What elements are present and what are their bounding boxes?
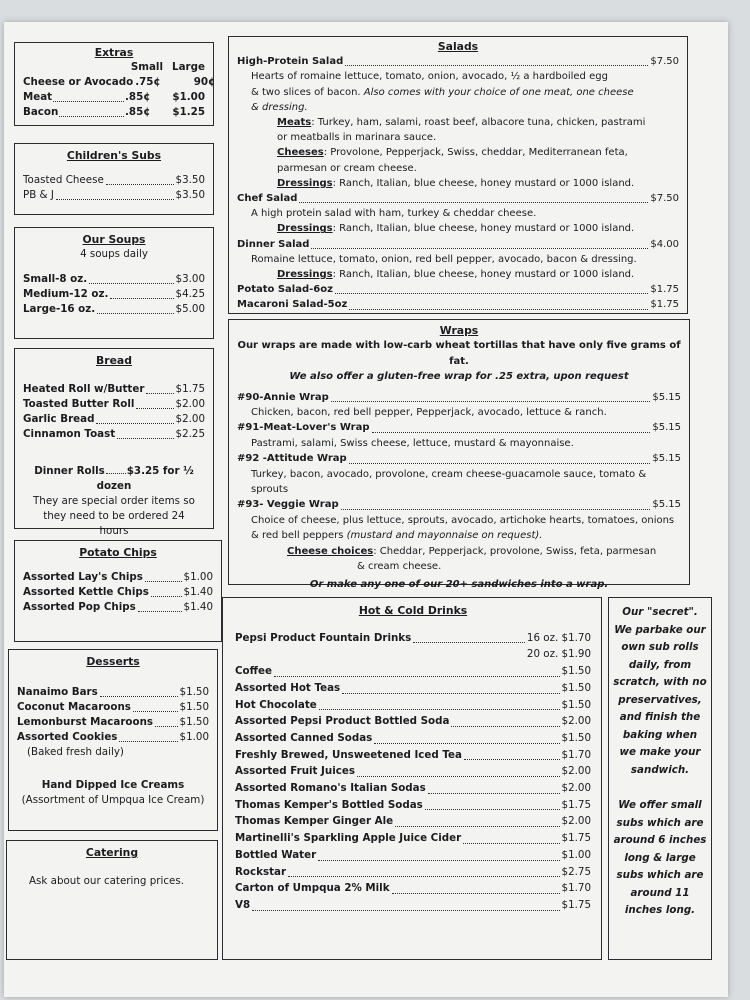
item-price: $2.00 xyxy=(561,782,591,795)
leader-dots xyxy=(96,423,173,424)
leader-dots xyxy=(155,726,177,727)
item-price: $3.50 xyxy=(175,174,205,186)
menu-sheet xyxy=(4,22,728,997)
salad-hp-desc-3: & dressing. xyxy=(251,101,308,113)
leader-dots xyxy=(463,843,559,844)
salad-macaroni xyxy=(237,297,679,312)
item-price: $1.40 xyxy=(183,586,213,598)
dinner-rolls-note: They are special order items so they need to be ordered 24 hours xyxy=(33,495,195,537)
extras-item xyxy=(23,90,205,105)
item-name: Garlic Bread xyxy=(23,413,95,425)
leader-dots xyxy=(146,393,173,394)
item-price: $1.00 xyxy=(561,848,591,861)
item-price: $5.15 xyxy=(652,391,681,403)
salads-section xyxy=(228,36,688,314)
leader-dots xyxy=(374,743,559,744)
drink-item xyxy=(235,880,591,897)
leader-dots xyxy=(318,860,559,861)
leader-dots xyxy=(138,611,182,612)
drink-fountain-20: 20 oz. $1.90 xyxy=(526,648,591,661)
wraps-list xyxy=(237,390,681,544)
item-name: PB & J xyxy=(23,189,54,201)
wrap-desc-text: Pastrami, salami, Swiss cheese, lettuce, mustard & mayonnaise. xyxy=(251,437,574,449)
salad-chef-name: Chef Salad xyxy=(237,193,298,205)
extras-section xyxy=(14,42,214,126)
item-price: $1.50 xyxy=(561,681,591,694)
wrap-item xyxy=(237,497,681,512)
salad-potato-name: Potato Salad-6oz xyxy=(237,284,333,296)
item-name: Coffee xyxy=(235,665,272,678)
drink-item xyxy=(235,780,591,797)
leader-dots xyxy=(464,759,560,760)
item-name: Thomas Kemper Ginger Ale xyxy=(235,815,394,828)
item-price: $2.00 xyxy=(175,413,205,425)
dinner-rolls-line xyxy=(23,464,205,494)
desserts-section xyxy=(8,649,218,831)
item-price: $1.75 xyxy=(561,832,591,845)
baked-fresh-note: (Baked fresh daily) xyxy=(27,746,124,758)
item-name: Assorted Pepsi Product Bottled Soda xyxy=(235,715,450,728)
childrens-list xyxy=(23,173,205,203)
item-name: Assorted Fruit Juices xyxy=(235,765,355,778)
extras-item-label xyxy=(23,90,125,105)
item-name: Bacon xyxy=(23,106,59,118)
leader-dots xyxy=(451,726,559,727)
leader-dots xyxy=(151,596,182,597)
meats-text: : Turkey, ham, salami, roast beef, albacore tuna, chicken, pastrami xyxy=(311,117,646,129)
leader-dots xyxy=(341,509,651,510)
leader-dots xyxy=(136,408,173,409)
item-name: Assorted Pop Chips xyxy=(23,601,136,613)
drink-item xyxy=(235,730,591,747)
item-name: Toasted Cheese xyxy=(23,174,104,186)
salad-chef-price: $7.50 xyxy=(650,193,679,205)
desserts-list xyxy=(17,685,209,745)
drink-fountain-name: Pepsi Product Fountain Drinks xyxy=(235,631,412,644)
item-price: $3.50 xyxy=(175,189,205,201)
item-name: Toasted Butter Roll xyxy=(23,398,135,410)
salad-hp-desc-2b: Also comes with your choice of one meat, one cheese xyxy=(363,86,634,98)
salad-cheeses-2: parmesan or cream cheese. xyxy=(277,162,417,174)
drink-fountain-16: 16 oz. $1.70 xyxy=(526,631,591,644)
item-price: $1.50 xyxy=(179,686,209,698)
potato-chips-section xyxy=(14,540,222,642)
item-price: $5.15 xyxy=(652,453,681,465)
item-name: Nanaimo Bars xyxy=(17,686,98,698)
leader-dots xyxy=(288,876,559,877)
wrap-desc-text: Turkey, bacon, avocado, provolone, cream cheese-guacamole sauce, tomato & sprouts xyxy=(251,468,647,496)
soups-title: Our Soups xyxy=(82,233,146,246)
item-name: #93- Veggie Wrap xyxy=(237,499,339,511)
wrap-desc xyxy=(237,467,681,498)
item-price: $2.00 xyxy=(561,765,591,778)
secret-text-2: We offer small subs which are around 6 inches long & large subs which are around 11 inches long. xyxy=(613,799,707,916)
item-name: Assorted Hot Teas xyxy=(235,681,341,694)
desserts-title: Desserts xyxy=(86,655,140,668)
salad-dressings-3 xyxy=(237,267,679,282)
chips-item xyxy=(23,585,213,600)
drinks-title: Hot & Cold Drinks xyxy=(358,604,468,617)
leader-dots xyxy=(349,463,651,464)
item-name: Cheese or Avocado xyxy=(23,76,134,88)
item-name: Martinelli's Sparkling Apple Juice Cider xyxy=(235,832,462,845)
leader-dots xyxy=(53,90,124,102)
item-name: Assorted Cookies xyxy=(17,731,118,743)
bread-item xyxy=(23,427,205,442)
childrens-item xyxy=(23,173,205,188)
ice-cream-note: (Assortment of Umpqua Ice Cream) xyxy=(21,794,205,806)
drink-item xyxy=(235,897,591,914)
dinner-rolls-name: Dinner Rolls xyxy=(34,465,105,477)
item-price: $1.70 xyxy=(561,882,591,895)
item-price: $2.00 xyxy=(175,398,205,410)
wraps-section xyxy=(228,319,690,590)
childrens-subs-section xyxy=(14,143,214,215)
dessert-item xyxy=(17,715,209,730)
item-name: Assorted Lay's Chips xyxy=(23,571,143,583)
leader-dots xyxy=(425,809,560,810)
leader-dots xyxy=(110,298,173,299)
dressings-text-2: : Ranch, Italian, blue cheese, honey mustard or 1000 island. xyxy=(332,223,635,235)
potato-chips-title: Potato Chips xyxy=(79,546,157,559)
price-large: 90¢ xyxy=(193,76,216,88)
wraps-cheese-choices xyxy=(237,544,681,559)
leader-dots xyxy=(97,313,173,314)
salad-macaroni-price: $1.75 xyxy=(650,299,679,311)
leader-dots xyxy=(100,696,178,697)
drink-item xyxy=(235,864,591,881)
price-small: .85¢ xyxy=(125,91,151,103)
drink-item xyxy=(235,663,591,680)
extras-item-label xyxy=(23,75,135,90)
leader-dots xyxy=(89,283,173,284)
salads-title: Salads xyxy=(437,40,479,53)
wrap-desc-text: Choice of cheese, plus lettuce, sprouts, avocado, artichoke hearts, tomatoes, onions & red bell peppers xyxy=(251,514,675,542)
wrap-desc xyxy=(237,513,681,544)
drink-item xyxy=(235,680,591,697)
item-price: $1.50 xyxy=(561,698,591,711)
item-name: Bottled Water xyxy=(235,848,317,861)
extras-title: Extras xyxy=(94,46,134,59)
salad-dinner xyxy=(237,237,679,252)
leader-dots xyxy=(428,793,560,794)
item-price: $1.75 xyxy=(175,383,205,395)
dressings-label-1: Dressings xyxy=(277,177,333,189)
soups-section xyxy=(14,227,214,339)
veggie-note: (mustard and mayonnaise on request). xyxy=(346,530,543,542)
item-name: Assorted Kettle Chips xyxy=(23,586,149,598)
wrap-desc xyxy=(237,405,681,420)
salad-macaroni-name: Macaroni Salad-5oz xyxy=(237,299,348,311)
salad-chef-desc: A high protein salad with ham, turkey & cheddar cheese. xyxy=(251,208,537,220)
soups-list xyxy=(23,272,205,317)
extras-item xyxy=(23,105,205,120)
cheeses-text: : Provolone, Pepperjack, Swiss, cheddar, Mediterranean feta, xyxy=(323,147,628,159)
item-name: Coconut Macaroons xyxy=(17,701,131,713)
item-name: #92 -Attitude Wrap xyxy=(237,453,347,465)
salad-high-protein xyxy=(237,54,679,69)
salad-meats-2: or meatballs in marinara sauce. xyxy=(277,132,437,144)
item-price: $4.25 xyxy=(175,288,205,300)
wraps-title: Wraps xyxy=(439,324,479,337)
salad-high-protein-name: High-Protein Salad xyxy=(237,56,344,68)
childrens-subs-title: Children's Subs xyxy=(66,149,162,162)
leader-dots xyxy=(342,693,559,694)
bread-item xyxy=(23,397,205,412)
bread-title: Bread xyxy=(96,354,132,367)
wraps-cheese-label: Cheese choices xyxy=(287,545,374,557)
dressings-label-2: Dressings xyxy=(277,223,333,235)
salad-dressings-2 xyxy=(237,221,679,236)
salad-dinner-price: $4.00 xyxy=(650,238,679,250)
dessert-item xyxy=(17,730,209,745)
drink-item xyxy=(235,747,591,764)
secret-text-1: Our "secret". We parbake our own sub rolls daily, from scratch, with no preservatives, and finish the baking when we make your sandwich. xyxy=(613,606,707,776)
leader-dots xyxy=(119,741,177,742)
leader-dots xyxy=(59,105,124,117)
drink-fountain xyxy=(235,630,591,647)
childrens-item xyxy=(23,188,205,203)
wraps-intro: Our wraps are made with low-carb wheat tortillas that have only five grams of fat. xyxy=(237,340,681,367)
item-price: $1.50 xyxy=(179,716,209,728)
leader-dots xyxy=(133,711,178,712)
item-price: $5.00 xyxy=(175,303,205,315)
salad-cheeses xyxy=(237,145,679,160)
item-price: $3.00 xyxy=(175,273,205,285)
item-price: $2.25 xyxy=(175,428,205,440)
soups-subtitle: 4 soups daily xyxy=(80,248,148,260)
extras-col-small: Small xyxy=(130,61,163,73)
extras-item-label xyxy=(23,105,125,120)
item-name: Cinnamon Toast xyxy=(23,428,116,440)
salad-high-protein-price: $7.50 xyxy=(650,56,679,68)
chips-item xyxy=(23,570,213,585)
price-large: $1.25 xyxy=(172,106,205,118)
drink-item xyxy=(235,847,591,864)
extras-list xyxy=(23,75,216,120)
item-name: Carton of Umpqua 2% Milk xyxy=(235,882,390,895)
item-price: $1.50 xyxy=(561,731,591,744)
item-price: $2.00 xyxy=(561,815,591,828)
item-name: V8 xyxy=(235,898,251,911)
salad-dinner-name: Dinner Salad xyxy=(237,238,310,250)
dinner-rolls-price: $3.25 for ½ dozen xyxy=(96,465,194,492)
item-name: Meat xyxy=(23,91,53,103)
extras-header xyxy=(23,60,205,75)
salad-dressings-1 xyxy=(237,176,679,191)
item-price: $1.50 xyxy=(179,701,209,713)
meats-label: Meats xyxy=(277,117,312,129)
wrap-item xyxy=(237,451,681,466)
catering-section xyxy=(6,840,218,960)
item-price: $2.75 xyxy=(561,865,591,878)
salad-hp-desc-1: Hearts of romaine lettuce, tomato, onion, avocado, ½ a hardboiled egg xyxy=(251,71,608,83)
drink-item xyxy=(235,797,591,814)
item-name: Hot Chocolate xyxy=(235,698,317,711)
dressings-label-3: Dressings xyxy=(277,269,333,281)
soup-item xyxy=(23,287,205,302)
salad-potato-price: $1.75 xyxy=(650,284,679,296)
item-name: Small-8 oz. xyxy=(23,273,88,285)
leader-dots xyxy=(395,826,559,827)
item-name: Heated Roll w/Butter xyxy=(23,383,145,395)
item-name: #91-Meat-Lover's Wrap xyxy=(237,422,370,434)
wrap-desc xyxy=(237,436,681,451)
soup-item xyxy=(23,302,205,317)
item-price: $2.00 xyxy=(561,715,591,728)
drinks-list xyxy=(235,663,591,914)
dressings-text-1: : Ranch, Italian, blue cheese, honey mustard or 1000 island. xyxy=(332,177,635,189)
wraps-cheese-text: : Cheddar, Pepperjack, provolone, Swiss, feta, parmesan xyxy=(373,545,657,557)
wraps-cheese-choices-2: & cream cheese. xyxy=(357,561,442,573)
soup-item xyxy=(23,272,205,287)
item-name: Thomas Kemper's Bottled Sodas xyxy=(235,798,423,811)
item-name: Medium-12 oz. xyxy=(23,288,109,300)
bread-item xyxy=(23,412,205,427)
extras-col-large: Large xyxy=(172,61,205,73)
item-price: $5.15 xyxy=(652,422,681,434)
price-large: $1.00 xyxy=(172,91,205,103)
chips-item xyxy=(23,600,213,615)
leader-dots xyxy=(319,709,560,710)
item-price: $1.75 xyxy=(561,898,591,911)
bread-list xyxy=(23,382,205,442)
wrap-desc-text: Chicken, bacon, red bell pepper, Pepperjack, avocado, lettuce & ranch. xyxy=(251,407,607,419)
salad-dinner-desc: Romaine lettuce, tomato, onion, red bell pepper, avocado, bacon & dressing. xyxy=(251,253,637,265)
item-price: $1.75 xyxy=(561,798,591,811)
leader-dots xyxy=(274,676,560,677)
cheeses-label: Cheeses xyxy=(277,147,324,159)
drinks-section xyxy=(222,597,602,960)
catering-title: Catering xyxy=(85,846,139,859)
price-small: .85¢ xyxy=(125,106,151,118)
wraps-closing: Or make any one of our 20+ sandwiches into a wrap. xyxy=(309,578,609,590)
salad-potato xyxy=(237,282,679,297)
drink-item xyxy=(235,713,591,730)
wrap-item xyxy=(237,390,681,405)
dessert-item xyxy=(17,685,209,700)
item-price: $1.00 xyxy=(183,571,213,583)
item-price: $1.00 xyxy=(179,731,209,743)
dressings-text-3: : Ranch, Italian, blue cheese, honey mustard or 1000 island. xyxy=(332,269,635,281)
bread-item xyxy=(23,382,205,397)
item-name: Assorted Romano's Italian Sodas xyxy=(235,782,426,795)
item-name: Large-16 oz. xyxy=(23,303,96,315)
item-name: Rockstar xyxy=(235,865,287,878)
leader-dots xyxy=(56,199,174,200)
catering-text: Ask about our catering prices. xyxy=(29,875,184,887)
item-name: Freshly Brewed, Unsweetened Iced Tea xyxy=(235,748,462,761)
salad-hp-desc-2a: & two slices of bacon. xyxy=(251,86,361,98)
wrap-item xyxy=(237,420,681,435)
drink-item xyxy=(235,830,591,847)
secret-section xyxy=(608,597,712,960)
salad-chef xyxy=(237,191,679,206)
extras-item xyxy=(23,75,216,90)
salad-hp-desc-2 xyxy=(237,85,679,100)
drink-item xyxy=(235,697,591,714)
salad-meats xyxy=(237,115,679,130)
bread-section xyxy=(14,348,214,537)
ice-cream-title: Hand Dipped Ice Creams xyxy=(41,779,185,791)
drink-item xyxy=(235,813,591,830)
leader-dots xyxy=(392,893,560,894)
leader-dots xyxy=(331,401,651,402)
item-price: $5.15 xyxy=(652,499,681,511)
item-price: $1.50 xyxy=(561,665,591,678)
leader-dots xyxy=(145,581,182,582)
price-small: .75¢ xyxy=(135,76,161,88)
item-name: Assorted Canned Sodas xyxy=(235,731,373,744)
leader-dots xyxy=(106,184,174,185)
wraps-gluten: We also offer a gluten-free wrap for .25 extra, upon request xyxy=(289,371,629,383)
leader-dots xyxy=(252,910,559,911)
item-name: Lemonburst Macaroons xyxy=(17,716,154,728)
drink-item xyxy=(235,763,591,780)
item-price: $1.70 xyxy=(561,748,591,761)
dessert-item xyxy=(17,700,209,715)
item-price: $1.40 xyxy=(183,601,213,613)
leader-dots xyxy=(357,776,560,777)
item-name: #90-Annie Wrap xyxy=(237,391,329,403)
leader-dots xyxy=(117,438,173,439)
chips-list xyxy=(23,570,213,615)
leader-dots xyxy=(372,432,651,433)
